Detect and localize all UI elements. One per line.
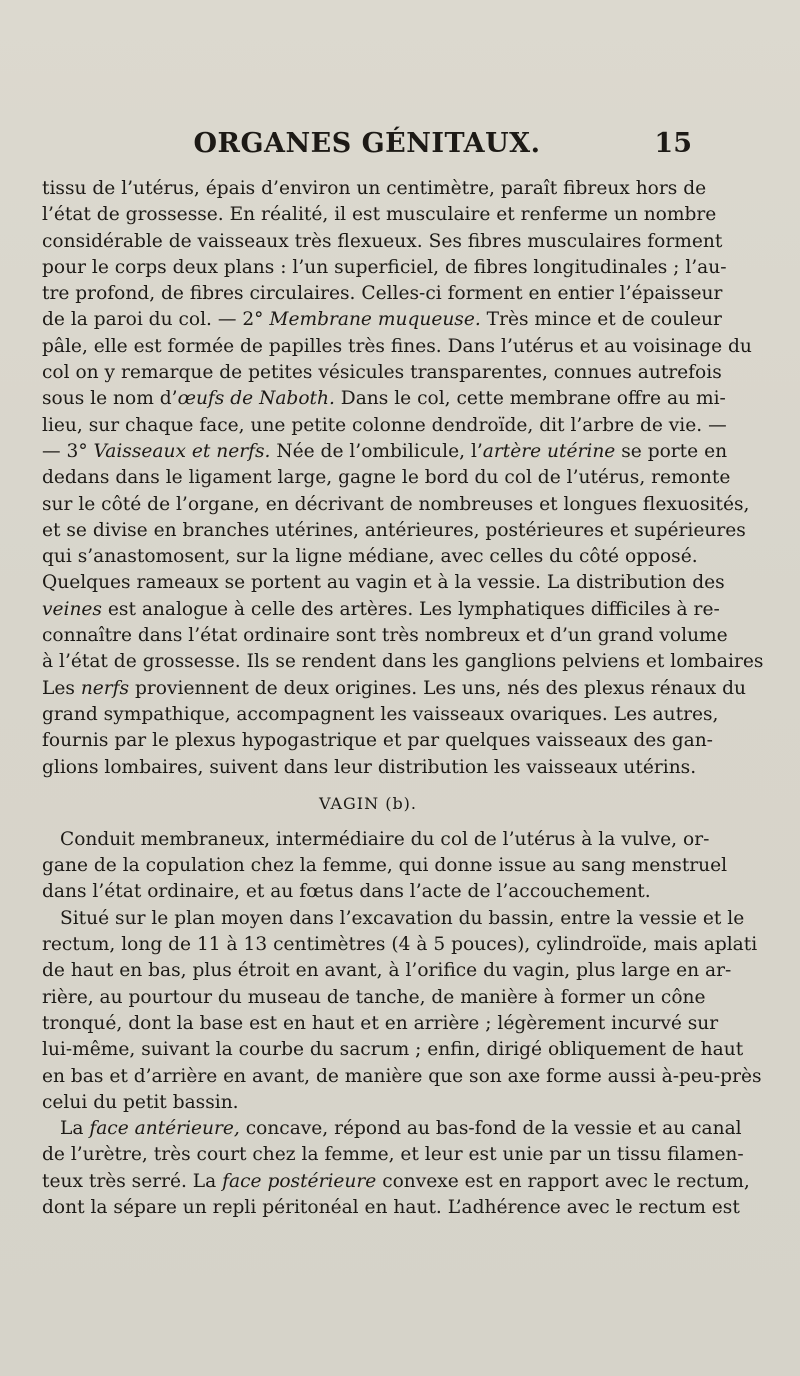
italic-term: face postérieure [222,1170,377,1192]
text-line: rectum, long de 11 à 13 centimètres (4 à 5 pouces), cylindroïde, mais aplati [42,934,758,956]
text-line: à l’état de grossesse. Ils se rendent dans les ganglions pelviens et lombaires [42,651,764,673]
text-line [42,1116,742,1142]
text-line: rière, au pourtour du museau de tanche, de manière à former un cône [42,986,706,1008]
text-line: pâle, elle est formée de papilles très fines. Dans l’utérus et au voisinage du [42,335,752,357]
text-line [42,1169,750,1195]
italic-term: nerfs [80,677,130,699]
body-text [42,176,764,1221]
italic-term: Membrane muqueuse. [269,309,481,331]
text-line: glions lombaires, suivent dans leur distribution les vaisseaux utérins. [42,756,697,778]
text-run: convexe est en rapport avec le rectum, [376,1170,750,1192]
text-run: Née de l’ombilicule, l’ [270,440,483,462]
text-line: col on y remarque de petites vésicules transparentes, connues autrefois [42,362,722,384]
text-line [42,676,746,702]
text-run: La [60,1118,90,1140]
text-line: sur le côté de l’organe, en décrivant de nombreuses et longues flexuosités, [42,493,750,515]
text-line: dont la sépare un repli péritonéal en haut. L’adhérence avec le rectum est [42,1196,740,1218]
text-run: — 3° [42,440,94,462]
section-heading: VAGIN (b). [318,793,418,813]
text-run: sous le nom d’ [42,388,178,410]
text-line: Conduit membraneux, intermédiaire du col de l’utérus à la vulve, or- [60,828,710,850]
text-run: est analogue à celle des artères. Les lymphatiques difficiles à re- [101,598,720,620]
text-line [42,386,726,412]
running-head [42,128,692,168]
text-line: tissu de l’utérus, épais d’environ un centimètre, paraît fibreux hors de [42,178,707,199]
page-title: ORGANES GÉNITAUX. [193,128,541,159]
text-line: Situé sur le plan moyen dans l’excavation du bassin, entre la vessie et le [60,907,745,929]
text-line: l’état de grossesse. En réalité, il est musculaire et renferme un nombre [42,204,717,226]
text-line: dans l’état ordinaire, et au fœtus dans l’acte de l’accouchement. [42,881,651,903]
text-line [42,439,728,465]
text-run: proviennent de deux origines. Les uns, nés des plexus rénaux du [129,677,746,699]
text-line: considérable de vaisseaux très flexueux. Ses fibres musculaires forment [42,230,723,252]
text-line: gane de la copulation chez la femme, qui donne issue au sang menstruel [42,855,728,877]
text-line: fournis par le plexus hypogastrique et par quelques vaisseaux des gan- [42,730,713,752]
text-line: pour le corps deux plans : l’un superficiel, de fibres longitudinales ; l’au- [42,256,727,278]
text-line: tronqué, dont la base est en haut et en arrière ; légèrement incurvé sur [42,1012,719,1034]
text-line: grand sympathique, accompagnent les vaisseaux ovariques. Les autres, [42,703,719,725]
text-run: concave, répond au bas-fond de la vessie et au canal [239,1118,742,1140]
italic-term: œufs de Naboth. [177,388,335,410]
text-line [42,307,722,333]
text-run: Très mince et de couleur [480,309,722,331]
text-line: et se divise en branches utérines, antérieures, postérieures et supérieures [42,519,746,541]
text-run: Les [42,677,81,699]
text-line: tre profond, de fibres circulaires. Celles-ci forment en entier l’épaisseur [42,283,723,305]
text-line: qui s’anastomosent, sur la ligne médiane, avec celles du côté opposé. [42,546,698,568]
italic-term: Vaisseaux et nerfs. [93,440,271,462]
text-line: connaître dans l’état ordinaire sont très nombreux et d’un grand volume [42,625,728,647]
text-line: de l’urètre, très court chez la femme, et leur est unie par un tissu filamen- [42,1144,744,1166]
text-run: Dans le col, cette membrane offre au mi- [334,388,726,410]
text-line: en bas et d’arrière en avant, de manière que son axe forme aussi à-peu-près [42,1065,762,1087]
italic-term: face antérieure, [89,1118,240,1140]
text-run: teux très serré. La [42,1170,223,1192]
page-number: 15 [654,128,692,159]
text-run: de la paroi du col. — 2° [42,309,270,331]
text-line: lieu, sur chaque face, une petite colonne dendroïde, dit l’arbre de vie. — [42,414,727,436]
text-line: Quelques rameaux se portent au vagin et à la vessie. La distribution des [42,572,725,594]
text-line [42,597,720,623]
text-run: se porte en [615,440,728,462]
italic-term: veines [42,598,102,620]
text-line: lui-même, suivant la courbe du sacrum ; enfin, dirigé obliquement de haut [42,1039,744,1061]
text-line: de haut en bas, plus étroit en avant, à l’orifice du vagin, plus large en ar- [42,960,732,982]
text-line: dedans dans le ligament large, gagne le bord du col de l’utérus, remonte [42,467,731,489]
italic-term: artère utérine [482,440,616,462]
text-line: celui du petit bassin. [42,1091,239,1113]
